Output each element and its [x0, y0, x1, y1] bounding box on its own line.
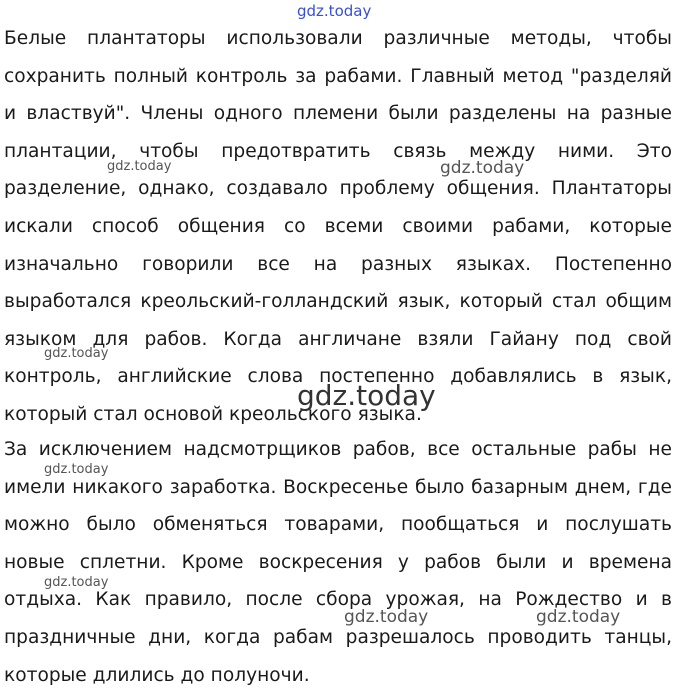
watermark: gdz.today: [440, 158, 525, 178]
watermark-large: gdz.today: [297, 379, 436, 412]
watermark: gdz.today: [44, 462, 109, 477]
watermark: gdz.today: [44, 575, 109, 590]
paragraph-1: Белые плантаторы использовали различные методы, чтобы сохранить полный контроль за рабами. Главный метод "разделяй и властвуй". Члены одного племени были разделены на разные плантации, чтобы предотвратить связь между ними. Это разделение, однако, создавало проблему общения. Плантаторы искали способ общения со всеми своими рабами, которые изначально говорили все на разных языках. Постепенно выработался креольский-голландский язык, который стал общим языком для рабов. Когда англичане взяли Гайану под свой контроль, английские слова постепенно добавлялись в язык, который стал основой креольского языка.: [4, 28, 672, 425]
paragraph-2: За исключением надсмотрщиков рабов, все остальные рабы не имели никакого заработка. Воскресенье было базарным днем, где можно было обменяться товарами, пообщаться и послушать новые сплетни. Кроме воскресения у рабов были и времена отдыха. Как правило, после сбора урожая, на Рождество и в праздничные дни, когда рабам разрешалось проводить танцы, которые длились до полуночи.: [4, 439, 672, 686]
watermark: gdz.today: [44, 346, 109, 361]
watermark: gdz.today: [344, 607, 429, 627]
watermark-top: gdz.today: [297, 2, 372, 20]
watermark: gdz.today: [107, 159, 172, 174]
watermark: gdz.today: [536, 607, 621, 627]
